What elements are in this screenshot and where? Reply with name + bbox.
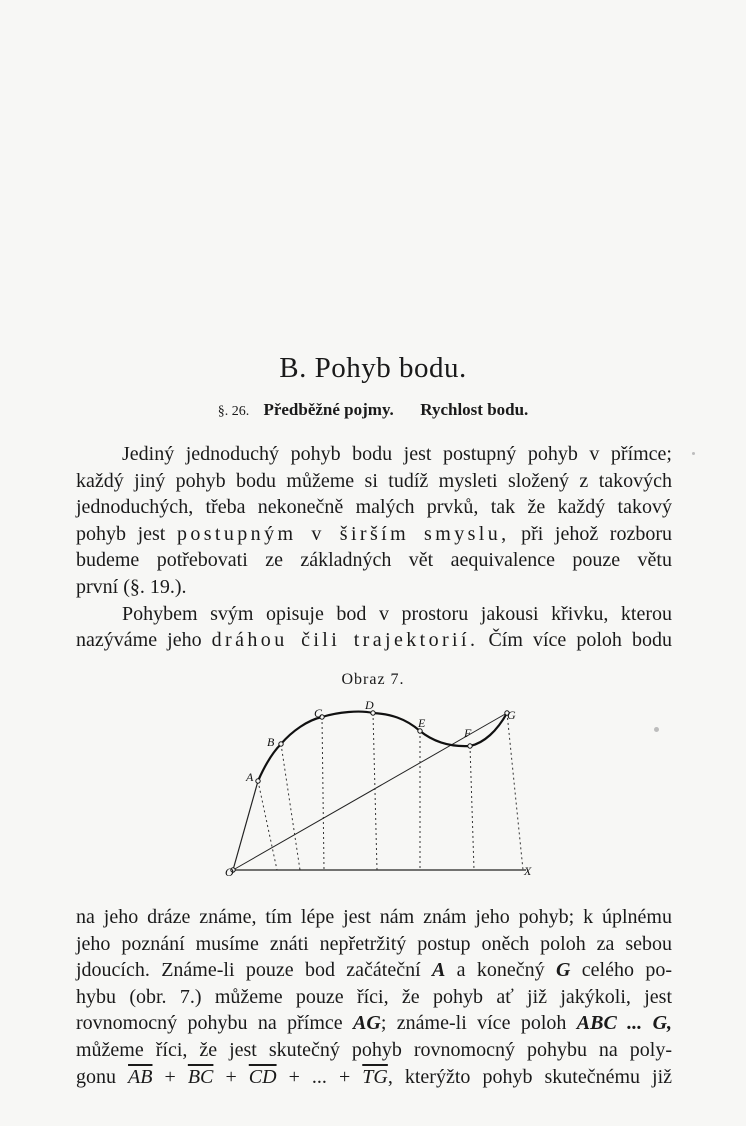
point-A <box>256 779 260 783</box>
text-line: Jediný jednoduchý pohyb bodu jest postupný pohyb v přímce; <box>122 443 672 465</box>
paragraph-title-2: Rychlost bodu. <box>420 400 529 419</box>
text-line: jednoduchých, třeba nekonečně malých prvků, tak že každý takový <box>76 496 672 519</box>
text-line: první (§. 19.). <box>76 575 187 598</box>
figure-caption: Obraz 7. <box>341 671 405 688</box>
text-line: nazýváme jeho dráhou čili trajektorií. Čím více poloh bodu <box>76 629 672 652</box>
trajectory-figure <box>220 695 550 885</box>
text-line: na jeho dráze známe, tím lépe jest nám znám jeho pohyb; k úplnému <box>76 906 672 928</box>
paper-speck <box>692 452 695 455</box>
paragraph-title-1: Předběžné pojmy. <box>263 400 394 419</box>
text-line: jeho poznání musíme znáti nepřetržitý postup oněch poloh za sebou <box>76 932 672 955</box>
paragraph-number: §. 26. <box>217 404 250 419</box>
text-line: Pohybem svým opisuje bod v prostoru jakousi křivku, kterou <box>122 602 672 625</box>
text-line: jdoucích. Známe-li pouze bod začáteční A a konečný G celého po- <box>76 959 672 982</box>
label-E: E <box>418 716 426 730</box>
paper-speck <box>654 727 659 732</box>
segment-line <box>233 781 258 870</box>
point-F <box>468 744 472 748</box>
label-A: A <box>246 770 254 784</box>
text-line: gonu $\overline{AB} + \overline{BC} + \overline{CD}$ + ... + $\overline{TG}$, kterýžto pohyb skutečnému již <box>76 1065 673 1088</box>
label-C: C <box>314 706 323 720</box>
body-text-1 <box>76 441 672 654</box>
label-G: G <box>507 708 516 722</box>
projection-lines <box>258 713 523 870</box>
text-line: každý jiný pohyb bodu můžeme si tudíž mysleti složený z takových <box>76 469 672 492</box>
text-line: rovnomocný pohybu na přímce AG; známe-li více poloh ABC ... G, <box>76 1012 673 1035</box>
text-line: pohyb jest postupným v širším smyslu, při jehož rozboru <box>76 522 672 545</box>
label-X: X <box>524 864 532 878</box>
spaced-term: dráhou čili trajektorií. <box>211 629 479 652</box>
section-title: B. Pohyb bodu. <box>279 352 467 385</box>
label-D: D <box>365 698 374 712</box>
label-O: O <box>225 865 234 879</box>
text-line: budeme potřebovati ze základných vět aequivalence pouze větu <box>76 549 672 572</box>
paragraph-heading <box>0 400 746 420</box>
text-line: můžeme říci, že jest skutečný pohyb rovnomocný pohybu na poly- <box>76 1038 672 1061</box>
point-B <box>279 742 283 746</box>
text-line: hybu (obr. 7.) můžeme pouze říci, že pohyb ať již jakýkoli, jest <box>76 985 672 1008</box>
label-B: B <box>267 735 275 749</box>
body-text-2 <box>76 904 672 1090</box>
label-F: F <box>464 726 472 740</box>
spaced-term: postupným v širším smyslu, <box>176 522 510 545</box>
